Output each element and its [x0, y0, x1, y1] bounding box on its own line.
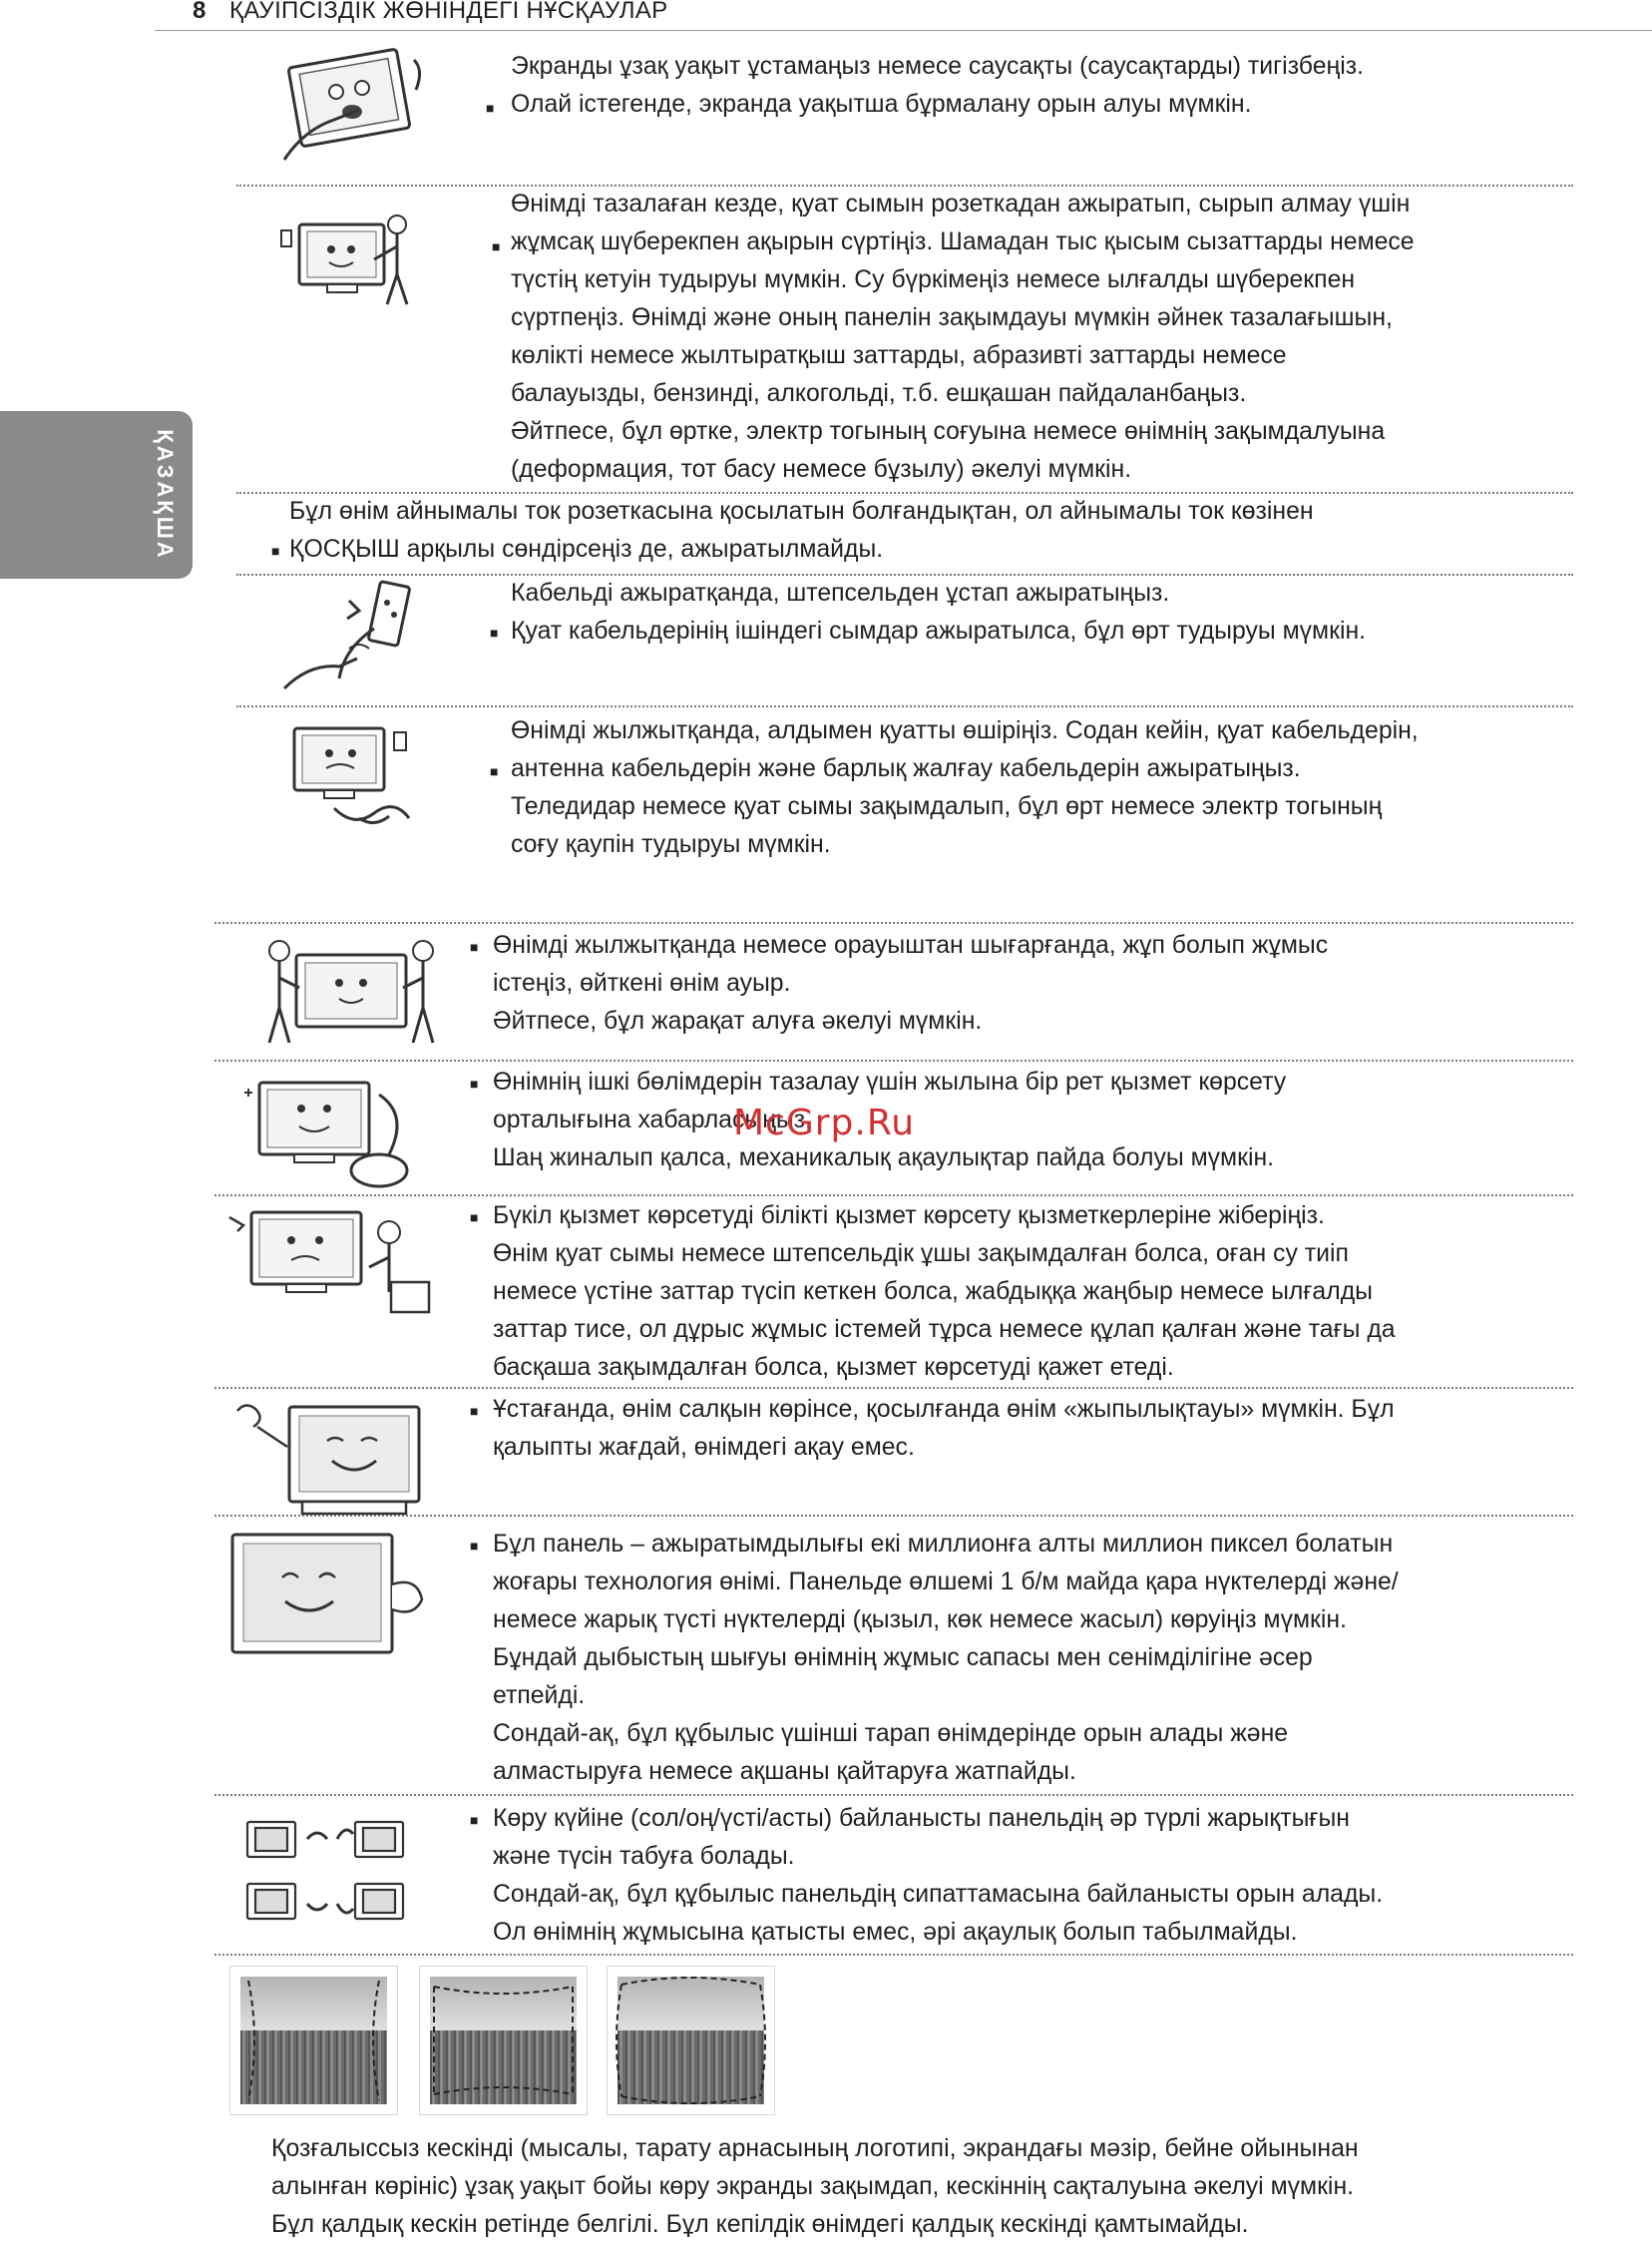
notice-line: Олай істегенде, экранда уақытша бұрмалану орын алуы мүмкін. [511, 91, 1252, 118]
separator [214, 1060, 1573, 1062]
notice-line: соғу қаупін тудыруы мүмкін. [511, 831, 831, 858]
bullet-icon: ■ [470, 1076, 479, 1092]
notice-line: Сондай-ақ, бұл құбылыс үшінші тарап өнімдерінде орын алады және [493, 1720, 1289, 1747]
notice-line: Әйтпесе, бұл жарақат алуға әкелуі мүмкін. [493, 1008, 983, 1035]
notice-line: сүртпеңіз. Өнімді және оның панелін зақымдауы мүмкін әйнек тазалағышын, [511, 304, 1393, 331]
notice-line: немесе жарық түсті нүктелерді (қызыл, көк немесе жасыл) көруіңіз мүмкін. [493, 1606, 1347, 1633]
notice-line: көлікті немесе жылтыратқыш заттарды, абразивті заттарды немесе [511, 342, 1287, 369]
notice-line: Өнімді тазалаған кезде, қуат сымын розеткадан ажыратып, сырып алмау үшін [511, 191, 1411, 218]
notice-line: Бұл қалдық кескін ретінде белгілі. Бұл кепілдік өнімдегі қалдық кескінді қамтымайды. [271, 2211, 1249, 2238]
pixel-panel-illustration [227, 1530, 427, 1669]
notice-line: Сондай-ақ, бұл құбылыс панельдің сипаттамасына байланысты орын алады. [493, 1881, 1384, 1908]
notice-line: ҚОСҚЫШ арқылы сөндірсеңіз де, ажыратылмайды. [289, 536, 884, 563]
notice-line: Бүкіл қызмет көрсетуді білікті қызмет көрсету қызметкерлеріне жіберіңіз. [493, 1202, 1325, 1229]
bullet-icon: ■ [470, 1812, 479, 1828]
burn-in-photo-2 [419, 1966, 588, 2115]
notice-line: басқаша зақымдалған болса, қызмет көрсетуді қажет етеді. [493, 1354, 1174, 1381]
notice-line: Әйтпесе, бұл өртке, электр тогының соғуына немесе өнімнің зақымдалуына [511, 418, 1386, 445]
notice-line: Шаң жиналып қалса, механикалық ақаулықтар пайда болуы мүмкін. [493, 1144, 1275, 1171]
notice-block [271, 2130, 1359, 2244]
notice-line: балауызды, бензинді, алкогольді, т.б. ешқашан пайдаланбаңыз. [511, 380, 1247, 407]
notice-block [511, 712, 1419, 864]
notice-line: және түсін табуға болады. [493, 1843, 795, 1870]
page-title: ҚАУІПСІЗДІК ЖӨНІНДЕГІ НҰСҚАУЛАР [229, 0, 668, 24]
language-tab-label: ҚАЗАҚША [153, 429, 178, 561]
separator [214, 1194, 1573, 1196]
notice-line: Қуат кабельдерінің ішіндегі сымдар ажыратылса, бұл өрт тудыруы мүмкін. [511, 618, 1367, 645]
notice-line: Ол өнімнің жұмысына қатысты емес, әрі ақаулық болып табылмайды. [493, 1919, 1298, 1946]
unplug-cable-illustration [279, 579, 419, 698]
notice-block [493, 1800, 1383, 1952]
notice-line: Экранды ұзақ уақыт ұстамаңыз немесе саусақты (саусақтарды) тигізбеңіз. [511, 53, 1364, 80]
notice-line: заттар тисе, ол дұрыс жұмыс істемей тұрса немесе құлап қалған және тағы да [493, 1316, 1396, 1343]
separator [214, 1387, 1573, 1389]
notice-line: орталығына хабарласыңыз. [493, 1107, 812, 1133]
service-technician-illustration [221, 1202, 441, 1327]
bullet-icon: ■ [470, 1209, 479, 1225]
separator [214, 1794, 1573, 1796]
notice-block [493, 1526, 1399, 1791]
notice-line: антенна кабельдерін және барлық жалғау кабельдерін ажыратыңыз. [511, 755, 1301, 782]
notice-block [511, 186, 1415, 489]
notice-line: Көру күйіне (сол/оң/үсті/асты) байланысты панельдің әр түрлі жарықтығын [493, 1805, 1350, 1832]
bullet-icon: ■ [470, 1538, 479, 1554]
tv-cleaning-illustration [279, 205, 429, 314]
two-people-carrying-illustration [261, 933, 441, 1048]
notice-line: жоғары технология өнімі. Панельде өлшемі 1 б/м майда қара нүктелерді және/ [493, 1569, 1399, 1595]
tv-cold-illustration [227, 1399, 427, 1524]
bullet-icon: ■ [492, 238, 501, 254]
burn-in-photo-1 [229, 1966, 398, 2115]
notice-line: істеңіз, өйткені өнім ауыр. [493, 970, 791, 997]
notice-line: қалыпты жағдай, өнімдегі ақау емес. [493, 1434, 915, 1461]
bullet-icon: ■ [490, 625, 499, 641]
notice-line: Ұстағанда, өнім салқын көрінсе, қосылғанда өнім «жыпылықтауы» мүмкін. Бұл [493, 1396, 1395, 1423]
notice-line: Өнім қуат сымы немесе штепсельдік ұшы зақымдалған болса, оған су тиіп [493, 1240, 1349, 1267]
separator [214, 922, 1573, 924]
notice-line: етпейді. [493, 1682, 586, 1709]
notice-line: Бұл өнім айнымалы ток розеткасына қосылатын болғандықтан, ол айнымалы ток көзінен [289, 498, 1314, 525]
viewing-angle-illustration [237, 1814, 417, 1939]
notice-line: Бұндай дыбыстың шығуы өнімнің жұмыс сапасы мен сенімділігіне әсер [493, 1644, 1313, 1671]
notice-block [289, 493, 1314, 569]
notice-line: Кабельді ажыратқанда, штепсельден ұстап ажыратыңыз. [511, 580, 1170, 607]
notice-line: (деформация, тот басу немесе бұзылу) әкелуі мүмкін. [511, 456, 1132, 483]
notice-line: Өнімді жылжытқанда, алдымен қуатты өшіріңіз. Содан кейін, қуат кабельдерін, [511, 717, 1419, 744]
notice-line: жұмсақ шүберекпен ақырын сүртіңіз. Шамадан тыс қысым сызаттарды немесе [511, 228, 1415, 255]
notice-line: Өнімнің ішкі бөлімдерін тазалау үшін жылына бір рет қызмет көрсету [493, 1069, 1287, 1096]
tv-vacuum-illustration [239, 1073, 429, 1192]
separator [214, 1954, 1573, 1956]
tv-touch-illustration [264, 40, 444, 175]
watermark: McGrp.Ru [733, 1103, 916, 1143]
notice-block [493, 927, 1328, 1041]
burn-in-photo-3 [607, 1966, 775, 2115]
tv-cables-illustration [274, 718, 434, 833]
notice-block [511, 48, 1364, 124]
page-header [155, 0, 1652, 31]
notice-line: Бұл панель – ажыратымдылығы екі миллионға алты миллион пиксел болатын [493, 1531, 1394, 1558]
notice-block [493, 1391, 1395, 1467]
notice-line: Өнімді жылжытқанда немесе орауыштан шығарғанда, жұп болып жұмыс [493, 932, 1329, 959]
separator [236, 705, 1573, 707]
notice-line: Қозғалыссыз кескінді (мысалы, тарату арнасының логотипі, экрандағы мәзір, бейне ойынынан [271, 2135, 1359, 2162]
bullet-icon: ■ [470, 1403, 479, 1419]
notice-line: алмастыруға немесе ақшаны қайтаруға жатпайды. [493, 1758, 1076, 1785]
notice-line: түстің кетуін тудыруы мүмкін. Су бүркімеңіз немесе ылғалды шүберекпен [511, 266, 1356, 293]
notice-line: Теледидар немесе қуат сымы зақымдалып, бұл өрт немесе электр тогының [511, 793, 1383, 820]
notice-block [511, 575, 1366, 651]
notice-line: алынған көрініс) ұзақ уақыт бойы көру экранды зақымдап, кескіннің сақталуына әкелуі мүмкін. [271, 2173, 1355, 2200]
notice-line: немесе үстіне заттар түсіп кеткен болса, жабдыққа жаңбыр немесе ылғалды [493, 1278, 1373, 1305]
notice-block [493, 1197, 1396, 1387]
bullet-icon: ■ [470, 939, 479, 955]
bullet-icon: ■ [486, 100, 495, 116]
bullet-icon: ■ [490, 763, 499, 779]
page-number: 8 [193, 0, 206, 24]
bullet-icon: ■ [271, 543, 280, 559]
